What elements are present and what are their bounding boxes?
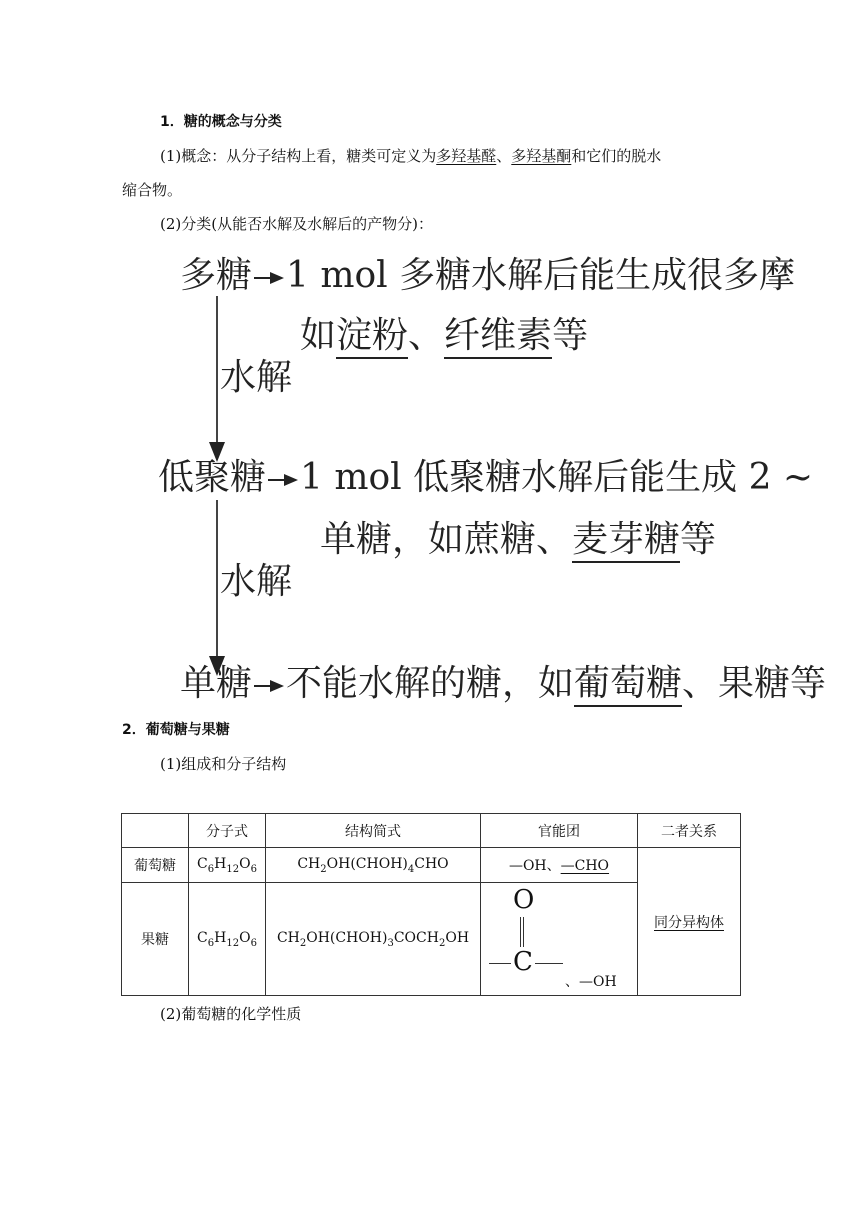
concept-suffix: 和它们的脱水 [571, 147, 662, 165]
glucose-functional-groups: —OH、—CHO [481, 848, 638, 883]
concept-line [160, 146, 661, 166]
poly-row [180, 254, 795, 298]
concept-line2: 缩合物。 [122, 181, 183, 199]
poly-example-starch: 淀粉 [336, 315, 408, 359]
mono-row [180, 662, 826, 706]
oligo-name: 低聚糖 [158, 457, 267, 498]
table-header-cell: 二者关系 [638, 814, 741, 848]
carbonyl-oxygen: O [513, 885, 535, 915]
poly-example-suffix: 等 [552, 315, 589, 356]
classify-label: (2)分类(从能否水解及水解后的产物分)： [160, 215, 433, 233]
glucose-fructose-table [121, 813, 741, 996]
down-arrow-line-1 [216, 296, 218, 444]
glucose-name: 葡萄糖 [122, 848, 189, 883]
hydrolysis-label-1: 水解 [220, 357, 293, 398]
relation-cell [638, 848, 741, 996]
glucose-formula: $C_6H_{12}O_6$ [189, 848, 266, 883]
oligo-example-maltose: 麦芽糖 [572, 519, 680, 563]
table-header-cell [122, 814, 189, 848]
oligo-row [158, 456, 813, 500]
carbonyl-carbon: C [513, 947, 533, 977]
fructose-hydroxyl: 、—OH [565, 974, 617, 990]
table-header-cell: 分子式 [189, 814, 266, 848]
right-arrow-icon [268, 470, 298, 490]
carbonyl-double-bond [520, 917, 524, 947]
poly-name: 多糖 [180, 255, 253, 296]
table-header-row [122, 814, 741, 848]
table-row-glucose [122, 848, 741, 883]
right-arrow-icon [254, 676, 284, 696]
oligo-example-suffix: 等 [680, 519, 717, 560]
concept-term-aldehyde: 多羟基醛 [436, 147, 497, 165]
relation-isomers: 同分异构体 [654, 914, 724, 931]
chemical-properties-subheading: (2)葡萄糖的化学性质 [160, 1005, 302, 1023]
section2-heading: 2．葡萄糖与果糖 [122, 722, 230, 738]
concept-prefix: (1)概念：从分子结构上看，糖类可定义为 [160, 147, 437, 165]
oligo-example-prefix: 单糖，如蔗糖、 [320, 519, 573, 560]
fructose-structure: $CH_2OH(CHOH)_3COCH_2OH$ [266, 883, 481, 996]
right-bond [535, 963, 563, 964]
poly-example-cellulose: 纤维素 [444, 315, 552, 359]
composition-subheading: (1)组成和分子结构 [160, 755, 287, 773]
hydrolysis-label-2: 水解 [220, 561, 293, 602]
fructose-name: 果糖 [122, 883, 189, 996]
mono-example-suffix: 、果糖等 [682, 663, 827, 704]
sugar-classification-diagram [150, 248, 860, 708]
concept-term-ketone: 多羟基酮 [511, 147, 572, 165]
right-arrow-icon [254, 268, 284, 288]
section1-heading: 1．糖的概念与分类 [160, 114, 282, 130]
concept-sep: 、 [496, 147, 512, 165]
left-bond [489, 963, 511, 964]
mono-desc: 不能水解的糖，如 [286, 663, 575, 704]
mono-name: 单糖 [180, 663, 253, 704]
table-header-cell: 结构简式 [266, 814, 481, 848]
fructose-functional-groups [481, 883, 638, 996]
mono-example-glucose: 葡萄糖 [574, 663, 682, 707]
oligo-desc: 1 mol 低聚糖水解后能生成 2 ~ [300, 457, 814, 498]
poly-desc: 1 mol 多糖水解后能生成很多摩 [286, 255, 796, 296]
poly-examples [300, 314, 588, 358]
oligo-examples [320, 518, 716, 562]
fructose-formula: $C_6H_{12}O_6$ [189, 883, 266, 996]
down-arrow-line-2 [216, 500, 218, 660]
table-header-cell: 官能团 [481, 814, 638, 848]
poly-example-prefix: 如 [300, 315, 337, 356]
glucose-structure: $CH_2OH(CHOH)_4CHO$ [266, 848, 481, 883]
poly-example-sep: 、 [408, 315, 445, 356]
